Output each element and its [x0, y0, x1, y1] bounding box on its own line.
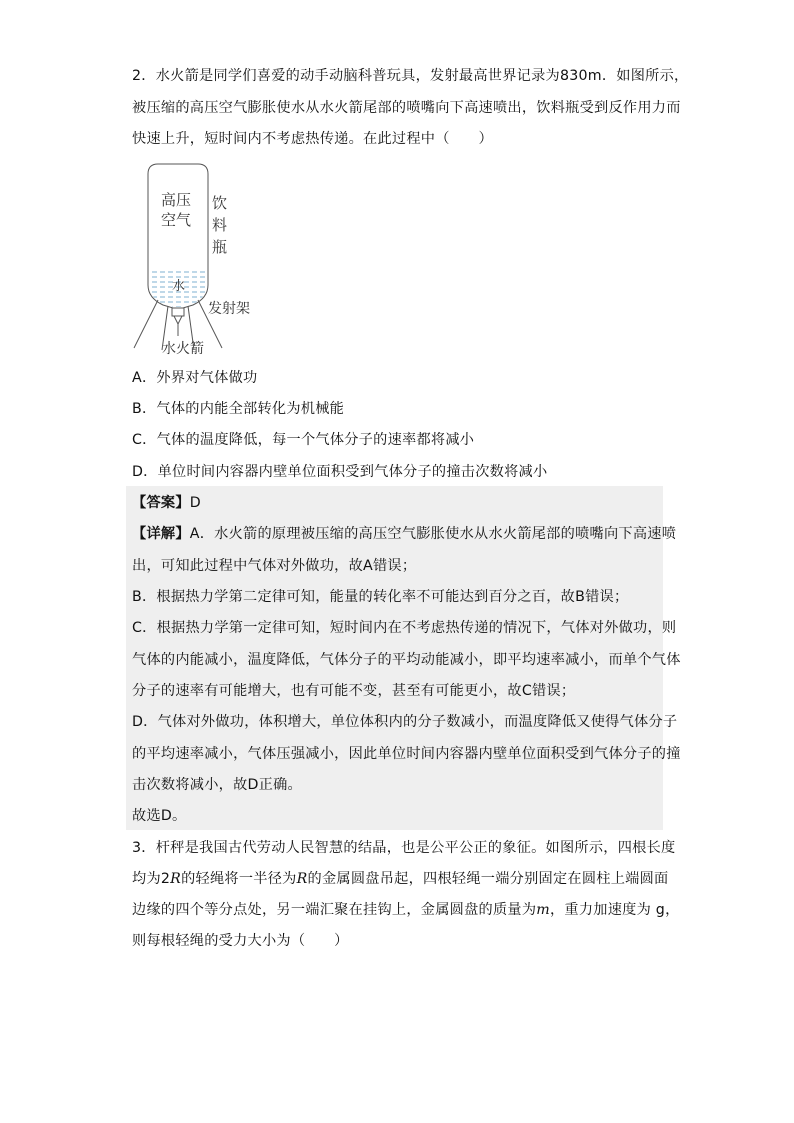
bottle-label-3: 瓶	[212, 238, 228, 256]
q2-stem-line-3: 快速上升，短时间内不考虑热传递。在此过程中（ ）	[132, 131, 493, 147]
bottle-label-1: 饮	[212, 194, 228, 212]
q3-line-1: 3．杆秤是我国古代劳动人民智慧的结晶，也是公平公正的象征。如图所示，四根长度	[132, 840, 676, 856]
water-label: 水	[172, 279, 186, 294]
detail-line-8: 的平均速率减小，气体压强减小，因此单位时间内容器内壁单位面积受到气体分子的撞	[132, 746, 681, 762]
q2-stem-line-2: 被压缩的高压空气膨胀使水从水火箭尾部的喷嘴向下高速喷出，饮料瓶受到反作用力而	[132, 100, 681, 116]
q3-line-2-b: 的轻绳将一半径为	[181, 871, 297, 887]
bottle-label-2: 料	[212, 216, 228, 234]
detail-line-2: 出，可知此过程中气体对外做功，故A错误；	[132, 558, 417, 574]
air-label-1: 高压	[161, 191, 192, 209]
detail-line-1	[132, 524, 676, 544]
q3-var-r-2: R	[296, 871, 308, 887]
detail-text-1: A．水火箭的原理被压缩的高压空气膨胀使水从水火箭尾部的喷嘴向下高速喷	[189, 526, 677, 542]
q2-option-d: D．单位时间内容器内壁单位面积受到气体分子的撞击次数将减小	[132, 464, 548, 480]
detail-line-10: 故选D。	[132, 808, 187, 824]
air-label-2: 空气	[161, 211, 192, 229]
detail-tag: 【详解】	[132, 526, 190, 542]
nozzle	[172, 308, 184, 316]
q2-option-a: A．外界对气体做功	[132, 370, 258, 386]
launcher-leg-left-outer	[134, 300, 158, 348]
rocket-label: 水火箭	[162, 341, 204, 357]
q2-stem-line-1: 2．水火箭是同学们喜爱的动手动脑科普玩具，发射最高世界记录为830m．如图所示，	[132, 68, 689, 84]
detail-line-9: 击次数将减小，故D正确。	[132, 777, 302, 793]
q3-line-3	[132, 900, 680, 920]
nozzle-tip	[174, 316, 182, 324]
answer-value: D	[189, 495, 201, 511]
water-rocket-figure	[128, 160, 268, 360]
detail-line-6: 分子的速率有可能增大，也有可能不变，甚至有可能更小，故C错误；	[132, 683, 576, 699]
q3-var-m: m	[536, 902, 550, 918]
answer-line	[132, 493, 201, 513]
q3-line-2-a: 均为2	[132, 871, 171, 887]
answer-tag: 【答案】	[132, 495, 190, 511]
detail-line-5: 气体的内能减小，温度降低，气体分子的平均动能减小，即平均速率减小，而单个气体	[132, 652, 681, 668]
q3-line-2	[132, 869, 669, 889]
q3-line-4: 则每根轻绳的受力大小为（ ）	[132, 933, 349, 949]
detail-line-3: B．根据热力学第二定律可知，能量的转化率不可能达到百分之百，故B错误；	[132, 589, 629, 605]
q2-option-c: C．气体的温度降低，每一个气体分子的速率都将减小	[132, 432, 475, 448]
detail-line-4: C．根据热力学第一定律可知，短时间内在不考虑热传递的情况下，气体对外做功，则	[132, 620, 677, 636]
q2-option-b: B．气体的内能全部转化为机械能	[132, 401, 345, 417]
launcher-label: 发射架	[208, 301, 250, 317]
q3-line-2-c: 的金属圆盘吊起，四根轻绳一端分别固定在圆柱上端圆面	[307, 871, 669, 887]
q3-line-3-b: ，重力加速度为 g，	[549, 902, 680, 918]
q3-line-3-a: 边缘的四个等分点处，另一端汇聚在挂钩上，金属圆盘的质量为	[132, 902, 537, 918]
q3-var-r-1: R	[170, 871, 182, 887]
detail-line-7: D．气体对外做功，体积增大，单位体积内的分子数减小，而温度降低又使得气体分子	[132, 714, 678, 730]
